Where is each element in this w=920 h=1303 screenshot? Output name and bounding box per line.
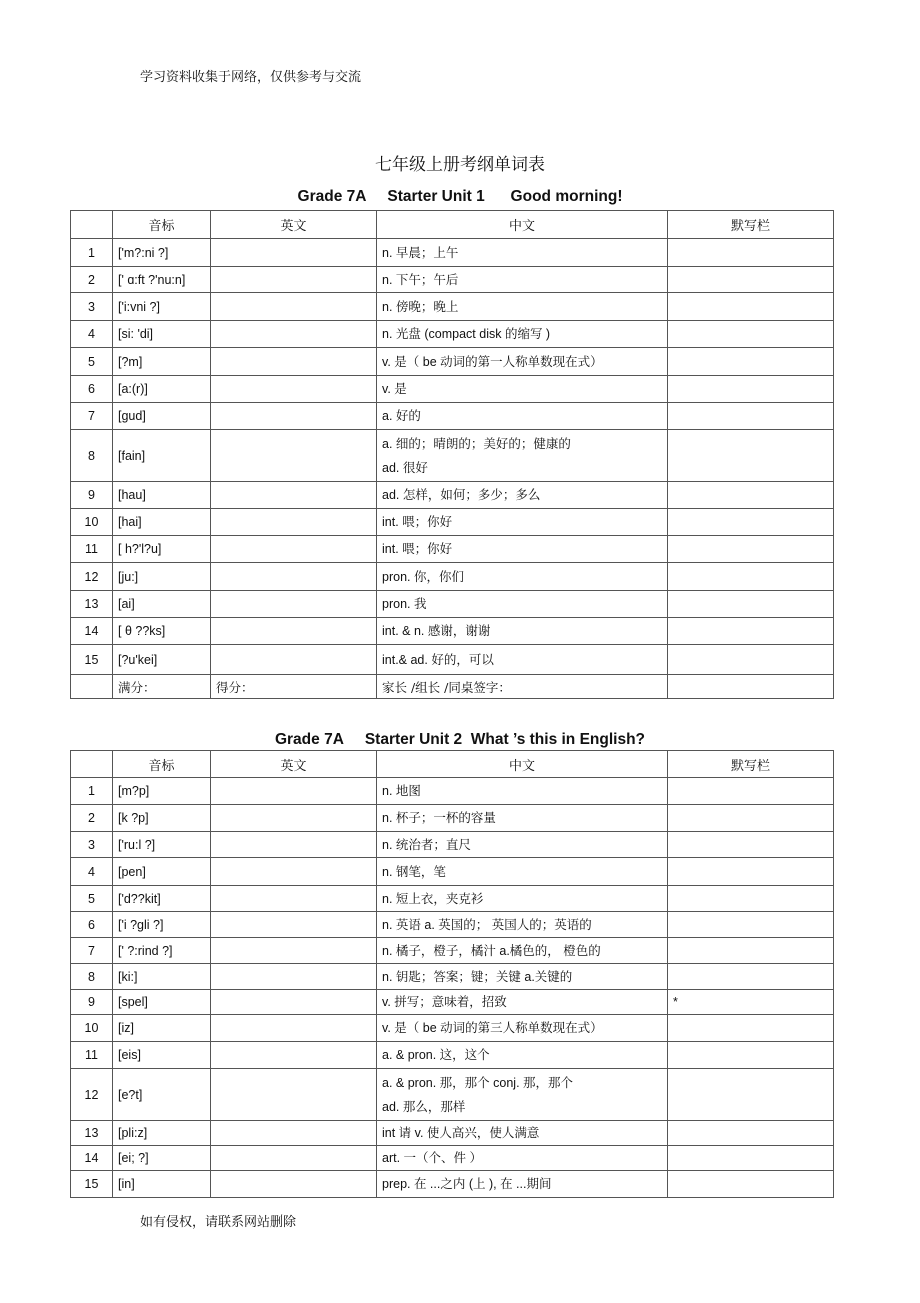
phonetic-cell: [spel] xyxy=(113,990,211,1015)
dictation-cell[interactable] xyxy=(668,886,834,912)
row-number: 3 xyxy=(71,832,113,858)
chinese-cell xyxy=(377,964,668,990)
dictation-cell[interactable] xyxy=(668,964,834,990)
english-input-cell[interactable] xyxy=(211,591,377,618)
chinese-meaning-line: n. 短上衣，夹克衫 xyxy=(382,891,484,906)
num-col-header xyxy=(71,751,113,778)
dictation-cell[interactable] xyxy=(668,618,834,645)
row-number: 3 xyxy=(71,293,113,321)
chinese-cell xyxy=(377,1121,668,1146)
phonetic-col-header: 音标 xyxy=(113,751,211,778)
phonetic-cell: [?u'kei] xyxy=(113,645,211,675)
phonetic-cell: [hai] xyxy=(113,509,211,536)
table-row xyxy=(71,1171,834,1198)
chinese-cell xyxy=(377,509,668,536)
chinese-meaning-line: pron. 我 xyxy=(382,597,427,611)
english-input-cell[interactable] xyxy=(211,1042,377,1069)
row-number: 1 xyxy=(71,239,113,267)
phonetic-cell: [ai] xyxy=(113,591,211,618)
table-row xyxy=(71,912,834,938)
dictation-cell[interactable] xyxy=(668,591,834,618)
table-row xyxy=(71,563,834,591)
phonetic-cell: [?m] xyxy=(113,348,211,376)
table-row xyxy=(71,536,834,563)
vocab-table-unit-2 xyxy=(70,750,834,1198)
english-input-cell[interactable] xyxy=(211,348,377,376)
dictation-cell[interactable] xyxy=(668,805,834,832)
chinese-cell xyxy=(377,267,668,293)
table-row xyxy=(71,938,834,964)
chinese-cell xyxy=(377,886,668,912)
chinese-col-header: 中文 xyxy=(377,211,668,239)
phonetic-cell: ['ru:l ?] xyxy=(113,832,211,858)
dictation-cell[interactable] xyxy=(668,912,834,938)
english-input-cell[interactable] xyxy=(211,805,377,832)
chinese-cell xyxy=(377,1171,668,1198)
table-row xyxy=(71,805,834,832)
chinese-cell xyxy=(377,805,668,832)
table-row xyxy=(71,1015,834,1042)
chinese-cell xyxy=(377,563,668,591)
table-row xyxy=(71,832,834,858)
english-input-cell[interactable] xyxy=(211,239,377,267)
chinese-meaning-line: n. 钥匙；答案；键；关键 a.关键的 xyxy=(382,969,573,984)
footer-blank xyxy=(71,675,113,699)
phonetic-cell: [si: 'di] xyxy=(113,321,211,348)
chinese-meaning-line: n. 早晨；上午 xyxy=(382,245,459,260)
table-row xyxy=(71,964,834,990)
dictation-cell[interactable] xyxy=(668,1015,834,1042)
dictation-cell[interactable] xyxy=(668,482,834,509)
row-number: 15 xyxy=(71,1171,113,1198)
phonetic-cell: [' ?:rind ?] xyxy=(113,938,211,964)
english-input-cell[interactable] xyxy=(211,321,377,348)
chinese-meaning-line: a. 细的；晴朗的；美好的；健康的 xyxy=(382,436,571,451)
phonetic-cell: [e?t] xyxy=(113,1069,211,1121)
table-row xyxy=(71,778,834,805)
chinese-cell xyxy=(377,858,668,886)
chinese-meaning-line: v. 是（ be 动词的第三人称单数现在式） xyxy=(382,1021,603,1035)
table-header-row xyxy=(71,751,834,778)
chinese-cell xyxy=(377,645,668,675)
row-number: 11 xyxy=(71,536,113,563)
row-number: 2 xyxy=(71,805,113,832)
row-number: 5 xyxy=(71,886,113,912)
unit-title-1: Grade 7A Starter Unit 1 Good morning! xyxy=(297,188,623,205)
chinese-meaning-line: int.& ad. 好的，可以 xyxy=(382,652,494,667)
row-number: 10 xyxy=(71,509,113,536)
english-input-cell[interactable] xyxy=(211,964,377,990)
chinese-cell xyxy=(377,591,668,618)
dictation-cell[interactable] xyxy=(668,1121,834,1146)
dictation-cell[interactable] xyxy=(668,321,834,348)
row-number: 2 xyxy=(71,267,113,293)
chinese-cell xyxy=(377,321,668,348)
chinese-meaning-line: int 请 v. 使人高兴，使人满意 xyxy=(382,1126,540,1140)
dictation-cell[interactable] xyxy=(668,938,834,964)
chinese-cell xyxy=(377,403,668,430)
phonetic-cell: [ h?'l?u] xyxy=(113,536,211,563)
row-number: 6 xyxy=(71,912,113,938)
chinese-cell xyxy=(377,778,668,805)
dictation-cell[interactable] xyxy=(668,1146,834,1171)
table-row xyxy=(71,858,834,886)
table-row xyxy=(71,293,834,321)
chinese-col-header: 中文 xyxy=(377,751,668,778)
row-number: 14 xyxy=(71,1146,113,1171)
table-row xyxy=(71,348,834,376)
dictation-cell[interactable] xyxy=(668,430,834,482)
english-col-header: 英文 xyxy=(211,751,377,778)
phonetic-cell: [iz] xyxy=(113,1015,211,1042)
row-number: 9 xyxy=(71,482,113,509)
chinese-meaning-line: v. 是 xyxy=(382,382,407,396)
row-number: 12 xyxy=(71,1069,113,1121)
table-row xyxy=(71,403,834,430)
phonetic-cell: [a:(r)] xyxy=(113,376,211,403)
row-number: 13 xyxy=(71,1121,113,1146)
chinese-meaning-line: int. 喂；你好 xyxy=(382,515,453,529)
english-input-cell[interactable] xyxy=(211,778,377,805)
phonetic-cell: [ju:] xyxy=(113,563,211,591)
chinese-meaning-line: n. 地图 xyxy=(382,784,421,798)
phonetic-cell: [pli:z] xyxy=(113,1121,211,1146)
row-number: 12 xyxy=(71,563,113,591)
dictation-cell[interactable] xyxy=(668,509,834,536)
phonetic-cell: [hau] xyxy=(113,482,211,509)
chinese-cell xyxy=(377,239,668,267)
phonetic-cell: [eis] xyxy=(113,1042,211,1069)
english-input-cell[interactable] xyxy=(211,990,377,1015)
dictation-cell[interactable] xyxy=(668,858,834,886)
row-number: 8 xyxy=(71,964,113,990)
chinese-cell xyxy=(377,938,668,964)
phonetic-cell: [fain] xyxy=(113,430,211,482)
chinese-meaning-line: ad. 很好 xyxy=(382,460,428,475)
dictation-cell[interactable] xyxy=(668,293,834,321)
chinese-meaning-line: n. 英语 a. 英国的； 英国人的；英语的 xyxy=(382,917,592,932)
num-col-header xyxy=(71,211,113,239)
score-footer-row xyxy=(71,675,834,699)
english-input-cell[interactable] xyxy=(211,618,377,645)
english-input-cell[interactable] xyxy=(211,293,377,321)
phonetic-cell: ['i:vni ?] xyxy=(113,293,211,321)
chinese-meaning-line: v. 拼写；意味着，招致 xyxy=(382,995,507,1009)
vocab-table-unit-1 xyxy=(70,210,834,699)
phonetic-cell: [pen] xyxy=(113,858,211,886)
phonetic-col-header: 音标 xyxy=(113,211,211,239)
english-input-cell[interactable] xyxy=(211,1146,377,1171)
phonetic-cell: ['m?:ni ?] xyxy=(113,239,211,267)
dictation-cell[interactable] xyxy=(668,778,834,805)
dictation-cell[interactable] xyxy=(668,645,834,675)
table-row xyxy=(71,886,834,912)
english-input-cell[interactable] xyxy=(211,1015,377,1042)
english-input-cell[interactable] xyxy=(211,267,377,293)
table-row xyxy=(71,618,834,645)
row-number: 13 xyxy=(71,591,113,618)
chinese-cell xyxy=(377,618,668,645)
row-number: 1 xyxy=(71,778,113,805)
row-number: 8 xyxy=(71,430,113,482)
total-score-label: 满分： xyxy=(113,675,211,699)
chinese-meaning-line: int. 喂；你好 xyxy=(382,542,453,556)
english-input-cell[interactable] xyxy=(211,482,377,509)
english-input-cell[interactable] xyxy=(211,536,377,563)
dictation-cell[interactable]: * xyxy=(668,990,834,1015)
chinese-meaning-line: n. 钢笔，笔 xyxy=(382,864,446,879)
table-row xyxy=(71,1121,834,1146)
english-col-header: 英文 xyxy=(211,211,377,239)
table-row xyxy=(71,1069,834,1121)
chinese-meaning-line: pron. 你，你们 xyxy=(382,569,464,584)
row-number: 14 xyxy=(71,618,113,645)
chinese-cell xyxy=(377,912,668,938)
chinese-meaning-line: a. 好的 xyxy=(382,409,421,423)
english-input-cell[interactable] xyxy=(211,376,377,403)
header-note: 学习资料收集于网络，仅供参考与交流 xyxy=(140,70,362,85)
dictation-cell[interactable] xyxy=(668,1069,834,1121)
chinese-cell xyxy=(377,1069,668,1121)
chinese-cell xyxy=(377,482,668,509)
dictation-cell[interactable] xyxy=(668,348,834,376)
chinese-meaning-line: n. 橘子，橙子，橘汁 a.橘色的， 橙色的 xyxy=(382,943,601,958)
chinese-meaning-line: a. & pron. 那，那个 conj. 那，那个 xyxy=(382,1075,574,1090)
english-input-cell[interactable] xyxy=(211,403,377,430)
table-row xyxy=(71,1042,834,1069)
unit-title-2: Grade 7A Starter Unit 2 What ’s this in English? xyxy=(274,731,646,748)
row-number: 4 xyxy=(71,321,113,348)
table-row xyxy=(71,239,834,267)
english-input-cell[interactable] xyxy=(211,645,377,675)
chinese-cell xyxy=(377,293,668,321)
chinese-cell xyxy=(377,1042,668,1069)
chinese-meaning-line: n. 光盘 (compact disk 的缩写 ) xyxy=(382,327,551,341)
table-row xyxy=(71,376,834,403)
dictation-cell[interactable] xyxy=(668,376,834,403)
english-input-cell[interactable] xyxy=(211,1069,377,1121)
chinese-cell xyxy=(377,1146,668,1171)
phonetic-cell: ['d??kit] xyxy=(113,886,211,912)
chinese-cell xyxy=(377,430,668,482)
table-row xyxy=(71,482,834,509)
phonetic-cell: [in] xyxy=(113,1171,211,1198)
phonetic-cell: [k ?p] xyxy=(113,805,211,832)
chinese-cell xyxy=(377,832,668,858)
phonetic-cell: ['i ?gli ?] xyxy=(113,912,211,938)
english-input-cell[interactable] xyxy=(211,858,377,886)
dictation-col-header: 默写栏 xyxy=(668,211,834,239)
english-input-cell[interactable] xyxy=(211,938,377,964)
row-number: 7 xyxy=(71,938,113,964)
phonetic-cell: [m?p] xyxy=(113,778,211,805)
english-input-cell[interactable] xyxy=(211,509,377,536)
phonetic-cell: [ θ ??ks] xyxy=(113,618,211,645)
english-input-cell[interactable] xyxy=(211,1171,377,1198)
signature-label[interactable]: 家长 /组长 /同桌签字： xyxy=(377,675,668,699)
row-number: 10 xyxy=(71,1015,113,1042)
table-row xyxy=(71,1146,834,1171)
table-row xyxy=(71,990,834,1015)
page-title: 七年级上册考纲单词表 xyxy=(375,155,545,175)
row-number: 7 xyxy=(71,403,113,430)
chinese-meaning-line: n. 下午；午后 xyxy=(382,272,459,287)
chinese-meaning-line: art. 一（个、件 ） xyxy=(382,1151,483,1165)
phonetic-cell: [gud] xyxy=(113,403,211,430)
chinese-meaning-line: n. 杯子；一杯的容量 xyxy=(382,811,496,825)
table-header-row xyxy=(71,211,834,239)
english-input-cell[interactable] xyxy=(211,563,377,591)
english-input-cell[interactable] xyxy=(211,1121,377,1146)
dictation-cell[interactable] xyxy=(668,403,834,430)
chinese-meaning-line: int. & n. 感谢，谢谢 xyxy=(382,624,491,638)
table-row xyxy=(71,591,834,618)
english-input-cell[interactable] xyxy=(211,430,377,482)
footer-blank xyxy=(668,675,834,699)
english-input-cell[interactable] xyxy=(211,832,377,858)
english-input-cell[interactable] xyxy=(211,912,377,938)
chinese-meaning-line: n. 统治者；直尺 xyxy=(382,837,471,852)
chinese-meaning-line: prep. 在 ...之内 (上 ), 在 ...期间 xyxy=(382,1177,552,1191)
table-row xyxy=(71,267,834,293)
row-number: 11 xyxy=(71,1042,113,1069)
chinese-cell xyxy=(377,348,668,376)
row-number: 4 xyxy=(71,858,113,886)
row-number: 9 xyxy=(71,990,113,1015)
dictation-cell[interactable] xyxy=(668,239,834,267)
dictation-col-header: 默写栏 xyxy=(668,751,834,778)
english-input-cell[interactable] xyxy=(211,886,377,912)
phonetic-cell: [ei; ?] xyxy=(113,1146,211,1171)
chinese-meaning-line: ad. 怎样，如何；多少；多么 xyxy=(382,488,541,502)
chinese-meaning-line: a. & pron. 这，这个 xyxy=(382,1048,490,1062)
dictation-cell[interactable] xyxy=(668,1042,834,1069)
score-label[interactable]: 得分： xyxy=(211,675,377,699)
chinese-cell xyxy=(377,376,668,403)
dictation-cell[interactable] xyxy=(668,1171,834,1198)
chinese-cell xyxy=(377,1015,668,1042)
dictation-cell[interactable] xyxy=(668,267,834,293)
footer-note: 如有侵权，请联系网站删除 xyxy=(140,1215,297,1230)
row-number: 5 xyxy=(71,348,113,376)
table-row xyxy=(71,430,834,482)
table-row xyxy=(71,509,834,536)
chinese-meaning-line: v. 是（ be 动词的第一人称单数现在式） xyxy=(382,354,603,369)
dictation-cell[interactable] xyxy=(668,832,834,858)
row-number: 6 xyxy=(71,376,113,403)
dictation-cell[interactable] xyxy=(668,536,834,563)
chinese-cell xyxy=(377,536,668,563)
table-row xyxy=(71,321,834,348)
row-number: 15 xyxy=(71,645,113,675)
chinese-meaning-line: n. 傍晚；晚上 xyxy=(382,299,459,314)
phonetic-cell: [' ɑ:ft ?'nu:n] xyxy=(113,267,211,293)
dictation-cell[interactable] xyxy=(668,563,834,591)
table-row xyxy=(71,645,834,675)
phonetic-cell: [ki:] xyxy=(113,964,211,990)
chinese-cell xyxy=(377,990,668,1015)
chinese-meaning-line: ad. 那么，那样 xyxy=(382,1099,466,1114)
